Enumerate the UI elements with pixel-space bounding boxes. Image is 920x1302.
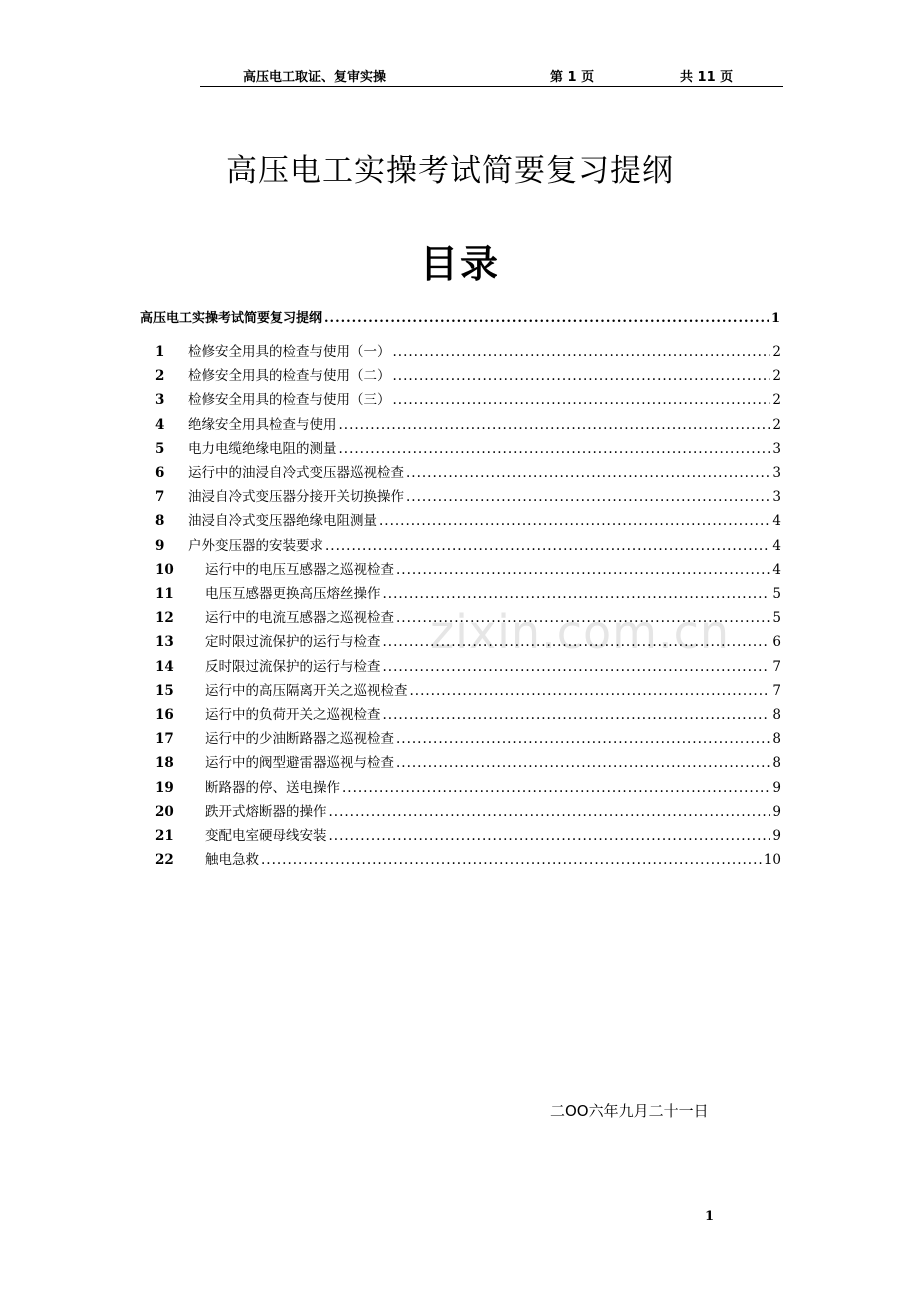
document-title: 高压电工实操考试简要复习提纲	[226, 153, 674, 189]
toc-entry-label: 电力电缆绝缘电阻的测量	[188, 440, 337, 457]
toc-entry[interactable]	[155, 461, 781, 481]
toc-entry[interactable]	[155, 751, 781, 771]
toc-entry-label: 油浸自冷式变压器分接开关切换操作	[188, 489, 404, 506]
toc-entry-number: 1	[155, 344, 165, 360]
toc-entry-page: 10	[763, 852, 781, 869]
toc-top-page: 1	[770, 311, 780, 326]
toc-entry-page: 6	[772, 634, 781, 651]
toc-entry-label: 反时限过流保护的运行与检查	[205, 658, 381, 675]
page-number: 1	[705, 1209, 715, 1224]
toc-entry-label: 运行中的阀型避雷器巡视与检查	[205, 755, 394, 772]
toc-entry-number: 4	[155, 416, 165, 433]
toc-entry-number: 20	[155, 803, 174, 820]
toc-leader-dots	[396, 562, 770, 578]
toc-leader-dots	[339, 417, 771, 433]
toc-entry-page: 2	[772, 344, 781, 360]
toc-leader-dots	[396, 731, 770, 747]
toc-entry-label: 检修安全用具的检查与使用（三）	[188, 392, 391, 409]
toc-entry-label: 户外变压器的安装要求	[188, 537, 323, 554]
toc-entry-label: 电压互感器更换高压熔丝操作	[205, 586, 381, 602]
toc-entry[interactable]	[155, 437, 781, 457]
toc-entry[interactable]	[155, 703, 781, 723]
toc-entry-number: 21	[155, 828, 174, 844]
toc-entry[interactable]	[155, 340, 781, 360]
toc-entry-number: 8	[155, 513, 165, 530]
toc-entry-label: 运行中的高压隔离开关之巡视检查	[205, 682, 408, 699]
header-page-label: 第 1 页	[550, 70, 595, 85]
toc-entry[interactable]	[155, 364, 781, 384]
toc-entry-page: 4	[772, 513, 781, 530]
toc-entry[interactable]	[155, 800, 781, 820]
toc-entry-page: 3	[772, 489, 781, 506]
header-rule	[200, 86, 783, 87]
toc-entry-label: 运行中的少油断路器之巡视检查	[205, 731, 394, 748]
toc-heading: 目录	[419, 242, 500, 286]
toc-entry-page: 3	[772, 465, 781, 481]
toc-entry-page: 3	[772, 440, 781, 457]
toc-entry[interactable]	[155, 582, 781, 602]
toc-leader-dots	[324, 311, 769, 326]
toc-entry-number: 16	[155, 707, 174, 723]
toc-entry-page: 2	[772, 392, 781, 409]
toc-entry-page: 7	[772, 658, 781, 675]
toc-entry-label: 检修安全用具的检查与使用（二）	[188, 368, 391, 385]
toc-entry-label: 绝缘安全用具检查与使用	[188, 416, 337, 433]
toc-entry[interactable]	[155, 848, 781, 868]
toc-entry-number: 11	[155, 586, 174, 602]
toc-entry-label: 触电急救	[205, 852, 259, 869]
header-total-label: 共 11 页	[680, 70, 734, 85]
toc-entry-page: 2	[772, 416, 781, 433]
toc-entry-label: 运行中的电流互感器之巡视检查	[205, 610, 394, 627]
toc-entry-page: 9	[772, 828, 781, 844]
toc-leader-dots	[410, 683, 771, 699]
toc-entry-page: 4	[772, 537, 781, 554]
toc-entry[interactable]	[155, 388, 781, 408]
toc-leader-dots	[329, 828, 771, 844]
toc-entry-page: 4	[772, 561, 781, 578]
toc-entry[interactable]	[155, 655, 781, 675]
toc-entry-number: 12	[155, 610, 174, 627]
toc-leader-dots	[393, 392, 771, 408]
toc-entry[interactable]	[155, 679, 781, 699]
toc-leader-dots	[396, 755, 770, 771]
toc-leader-dots	[342, 780, 770, 796]
page-header	[0, 66, 920, 84]
toc-leader-dots	[406, 489, 770, 505]
toc-entry-number: 18	[155, 755, 174, 772]
toc-entry[interactable]	[155, 824, 781, 844]
toc-leader-dots	[339, 441, 771, 457]
toc-leader-dots	[261, 852, 762, 868]
toc-leader-dots	[393, 368, 771, 384]
header-doc-label: 高压电工取证、复审实操	[243, 70, 387, 85]
toc-entry-page: 9	[772, 779, 781, 796]
toc-entry-number: 10	[155, 561, 174, 578]
toc-entry-number: 22	[155, 852, 174, 869]
toc-entry-number: 17	[155, 731, 174, 748]
toc-entry-label: 运行中的油浸自冷式变压器巡视检查	[188, 465, 404, 481]
toc-entry-number: 6	[155, 465, 165, 481]
watermark: zixin.com.cn	[430, 605, 731, 659]
toc-entry-page: 7	[772, 682, 781, 699]
toc-entry-label: 断路器的停、送电操作	[205, 779, 340, 796]
toc-leader-dots	[406, 465, 770, 481]
toc-leader-dots	[325, 538, 770, 554]
document-date: 二OO六年九月二十一日	[550, 1102, 709, 1120]
toc-entry-page: 5	[772, 586, 781, 602]
toc-entry-page: 8	[772, 731, 781, 748]
toc-top-label: 高压电工实操考试简要复习提纲	[140, 311, 323, 326]
toc-entry[interactable]	[155, 558, 781, 578]
toc-entry-number: 13	[155, 634, 174, 651]
toc-entry-label: 运行中的负荷开关之巡视检查	[205, 707, 381, 723]
toc-entry[interactable]	[155, 534, 781, 554]
toc-leader-dots	[393, 344, 771, 360]
toc-entry[interactable]	[155, 606, 781, 626]
toc-entry[interactable]	[155, 727, 781, 747]
toc-entry[interactable]	[155, 413, 781, 433]
toc-entry-label: 变配电室硬母线安装	[205, 828, 327, 844]
toc-leader-dots	[329, 804, 771, 820]
toc-leader-dots	[396, 610, 770, 626]
toc-leader-dots	[383, 586, 771, 602]
toc-entry-number: 15	[155, 682, 174, 699]
toc-entry-page: 5	[772, 610, 781, 627]
toc-entry-page: 2	[772, 368, 781, 385]
toc-entry-label: 油浸自冷式变压器绝缘电阻测量	[188, 513, 377, 530]
toc-entry-page: 9	[772, 803, 781, 820]
toc-entry-number: 5	[155, 440, 165, 457]
toc-entry[interactable]	[155, 509, 781, 529]
toc-leader-dots	[379, 513, 770, 529]
toc-entry[interactable]	[155, 630, 781, 650]
toc-entry-page: 8	[772, 707, 781, 723]
toc-leader-dots	[383, 707, 771, 723]
toc-leader-dots	[383, 634, 771, 650]
toc-leader-dots	[383, 659, 771, 675]
toc-entry-number: 3	[155, 392, 165, 409]
toc-entry-label: 运行中的电压互感器之巡视检查	[205, 561, 394, 578]
toc-entry-number: 9	[155, 537, 165, 554]
toc-top-entry[interactable]	[140, 307, 780, 327]
toc-entry-number: 19	[155, 779, 174, 796]
toc-entry-label: 跌开式熔断器的操作	[205, 803, 327, 820]
toc-entry[interactable]	[155, 485, 781, 505]
toc-entry-number: 14	[155, 658, 174, 675]
toc-entry-number: 2	[155, 368, 165, 385]
toc-entry-number: 7	[155, 489, 165, 506]
toc-entry[interactable]	[155, 776, 781, 796]
toc-entry-label: 定时限过流保护的运行与检查	[205, 634, 381, 651]
toc-entry-page: 8	[772, 755, 781, 772]
toc-entry-label: 检修安全用具的检查与使用（一）	[188, 344, 391, 360]
